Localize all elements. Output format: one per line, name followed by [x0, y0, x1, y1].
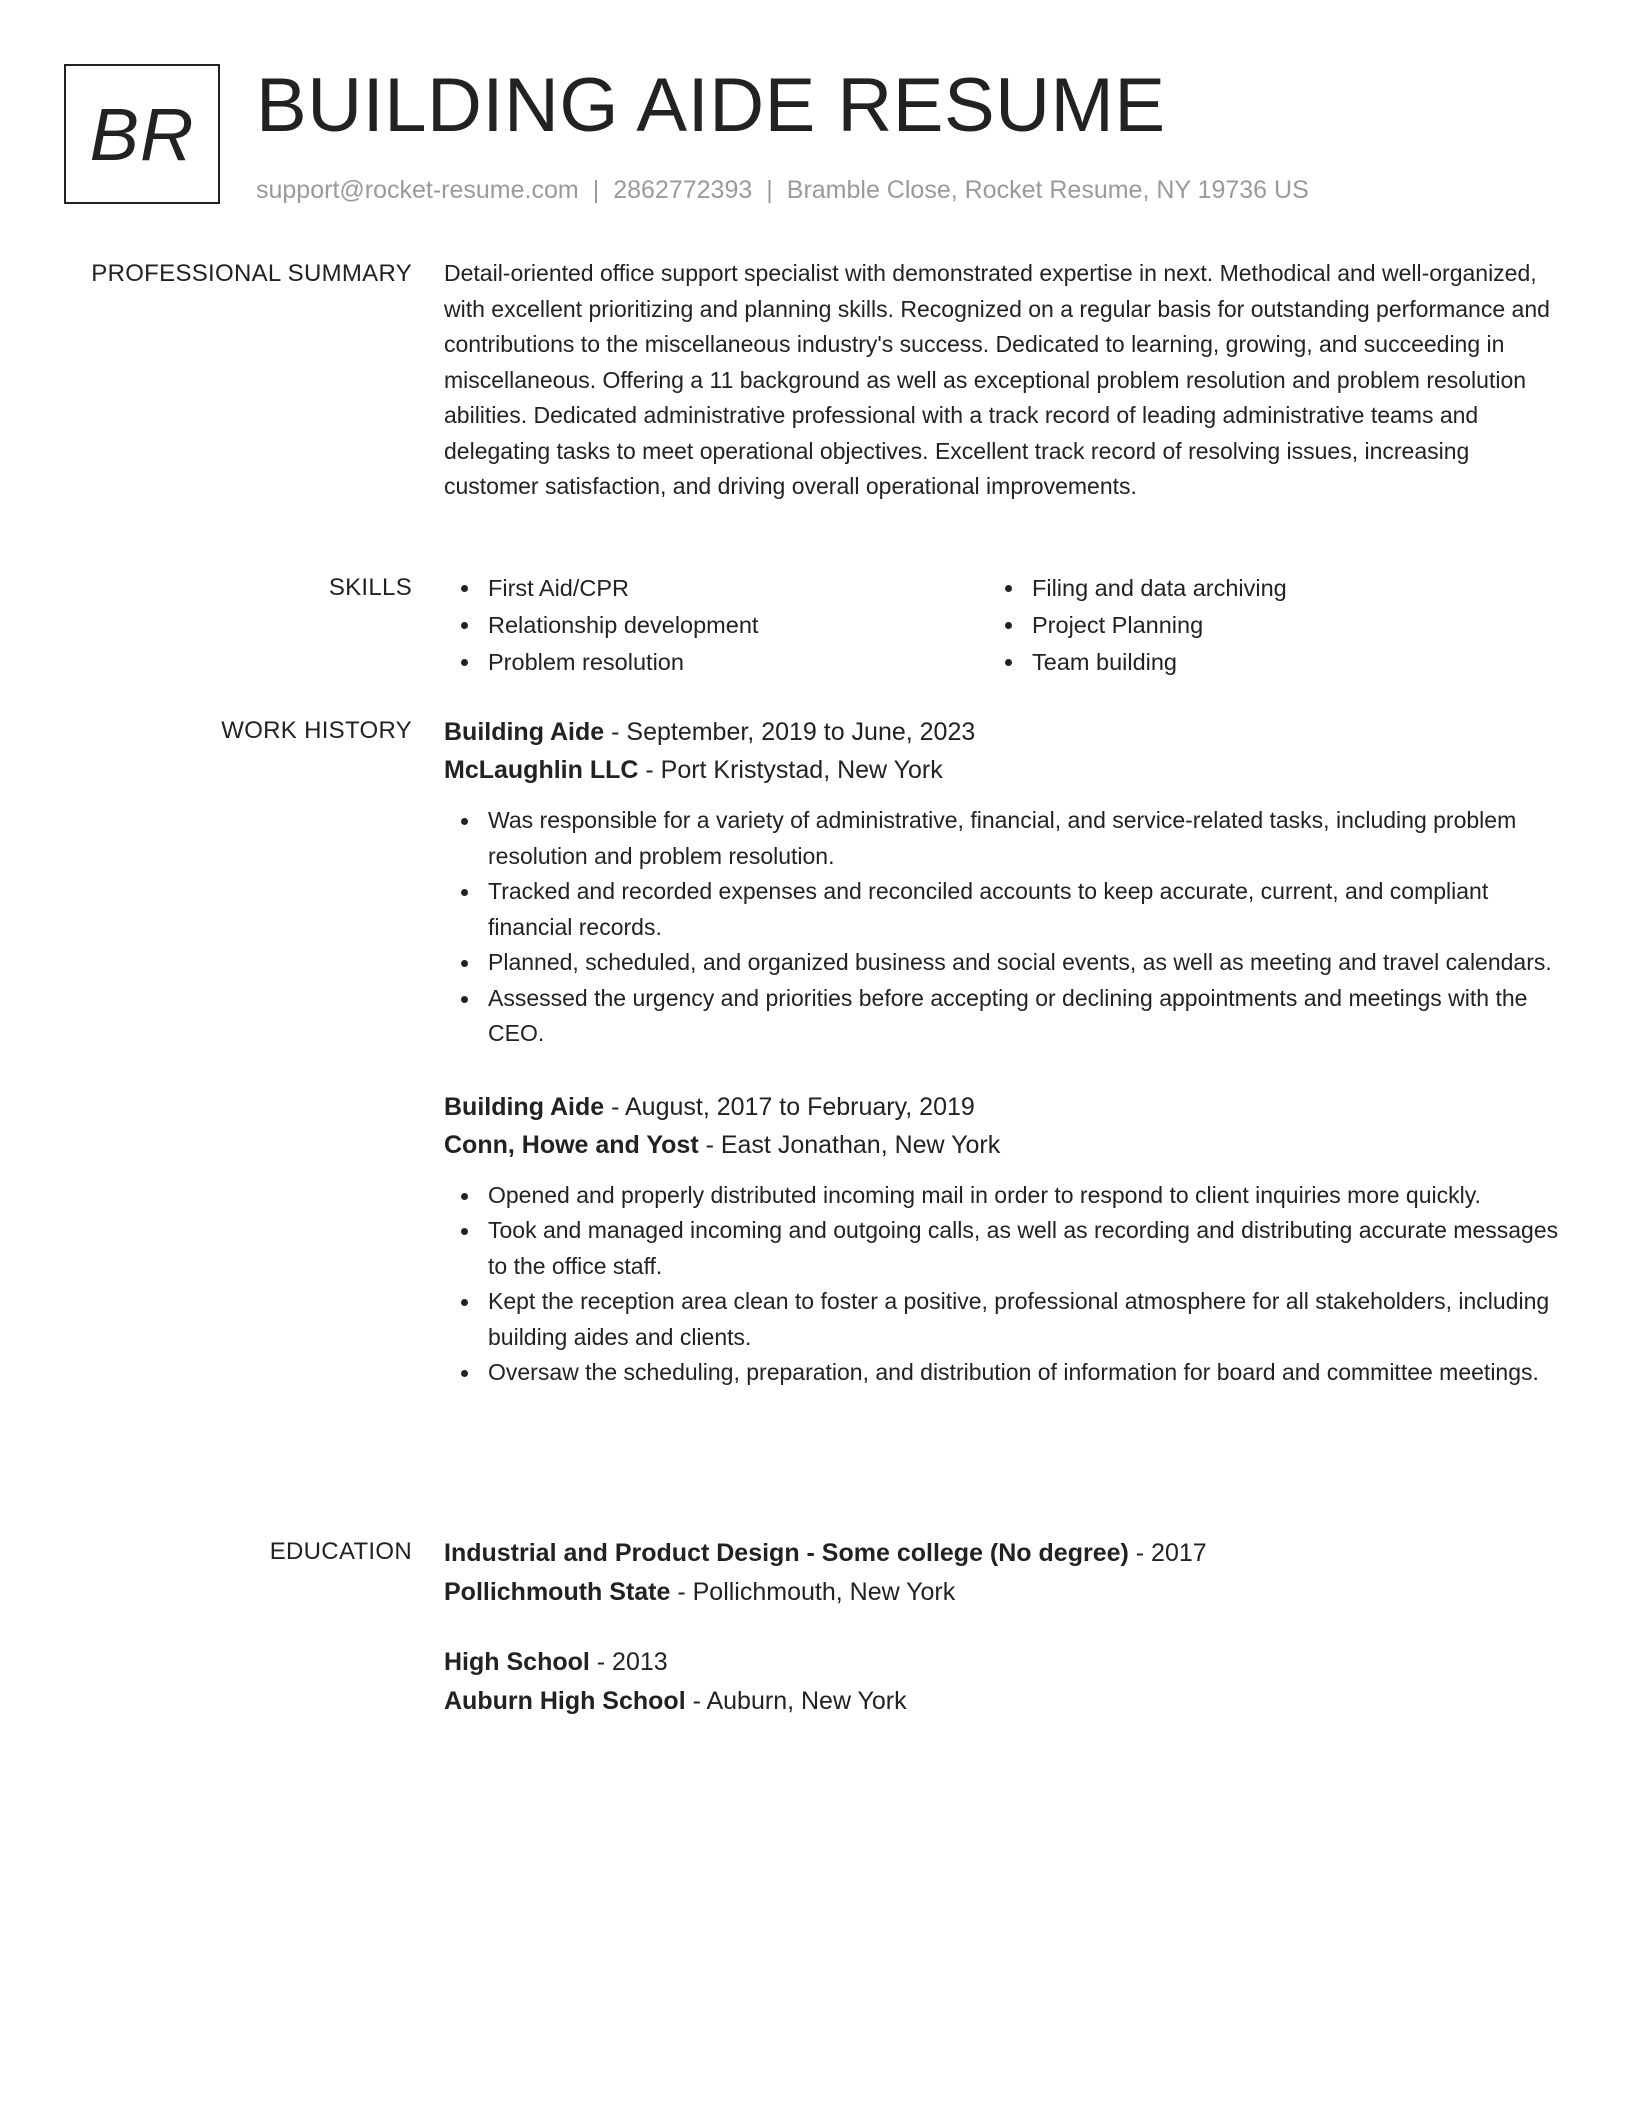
job-title: Building Aide — [444, 1092, 605, 1121]
job-title: Building Aide — [444, 718, 605, 746]
job-title-line — [444, 1088, 1560, 1126]
job-location: - Port Kristystad, New York — [638, 756, 943, 784]
education-school-line — [444, 1682, 1560, 1721]
education-location: - Pollichmouth, New York — [670, 1578, 956, 1606]
job-duty-item: Assessed the urgency and priorities before accepting or declining appointments and meetings with the CEO. — [444, 981, 1560, 1052]
work-history-label: WORK HISTORY — [221, 717, 412, 744]
education-entry — [444, 1534, 1560, 1612]
resume-title: BUILDING AIDE RESUME — [256, 63, 1166, 148]
job-entry — [444, 713, 1560, 1052]
skill-item: Problem resolution — [444, 644, 988, 680]
education-degree-line — [444, 1534, 1560, 1573]
skill-item: Project Planning — [988, 607, 1532, 643]
job-title-line — [444, 713, 1560, 751]
education-location: - Auburn, New York — [685, 1687, 907, 1715]
job-duties-list — [444, 803, 1560, 1052]
skill-item: Filing and data archiving — [988, 570, 1532, 606]
job-duty-item: Planned, scheduled, and organized business and social events, as well as meeting and travel calendars. — [444, 945, 1560, 981]
job-company: McLaughlin LLC — [444, 756, 639, 784]
contact-line — [256, 174, 1309, 207]
education-school-line — [444, 1573, 1560, 1612]
skills-label: SKILLS — [328, 574, 412, 601]
contact-email: support@rocket-resume.com — [256, 176, 579, 204]
job-company: Conn, Howe and Yost — [444, 1130, 699, 1159]
education-degree: High School — [444, 1648, 590, 1676]
education-degree: Industrial and Product Design - Some college (No degree) — [444, 1539, 1129, 1567]
contact-separator: | — [592, 176, 600, 204]
education-year: - 2013 — [589, 1648, 668, 1676]
job-dates: - September, 2019 to June, 2023 — [604, 718, 976, 746]
job-duty-item: Opened and properly distributed incoming mail in order to respond to client inquiries more quickly. — [444, 1178, 1560, 1214]
job-duties-list — [444, 1178, 1560, 1391]
education-entry — [444, 1643, 1560, 1721]
monogram-box: BR — [64, 64, 220, 204]
education-year: - 2017 — [1128, 1539, 1207, 1567]
contact-phone: 2862772393 — [613, 176, 753, 204]
education-body — [444, 1534, 1560, 1721]
skill-item: Team building — [988, 644, 1532, 680]
job-duty-item: Kept the reception area clean to foster a positive, professional atmosphere for all stakeholders, including building aides and clients. — [444, 1284, 1560, 1355]
job-duty-item: Took and managed incoming and outgoing calls, as well as recording and distributing accurate messages to the office staff. — [444, 1213, 1560, 1284]
skills-list — [444, 570, 1560, 680]
contact-address: Bramble Close, Rocket Resume, NY 19736 US — [786, 176, 1309, 204]
job-duty-item: Oversaw the scheduling, preparation, and distribution of information for board and committee meetings. — [444, 1355, 1560, 1391]
contact-separator: | — [766, 176, 773, 204]
job-entry — [444, 1088, 1560, 1391]
skill-item: First Aid/CPR — [444, 570, 988, 606]
education-degree-line — [444, 1643, 1560, 1682]
summary-label: PROFESSIONAL SUMMARY — [91, 260, 412, 287]
job-duty-item: Was responsible for a variety of administrative, financial, and service-related tasks, including problem resolution and problem resolution. — [444, 803, 1560, 874]
skills-body — [444, 570, 1560, 680]
skill-item: Relationship development — [444, 607, 988, 643]
job-duty-item: Tracked and recorded expenses and reconciled accounts to keep accurate, current, and compliant financial records. — [444, 874, 1560, 945]
job-company-line — [444, 751, 1560, 789]
education-label: EDUCATION — [269, 1538, 412, 1565]
work-history-body — [444, 713, 1560, 1391]
resume-header — [64, 64, 1568, 208]
job-location: - East Jonathan, New York — [698, 1130, 1001, 1159]
education-school: Auburn High School — [444, 1687, 686, 1715]
job-company-line — [444, 1126, 1560, 1164]
summary-text: Detail-oriented office support specialist with demonstrated expertise in next. Methodical and well-organized, with excellent prioritizing and planning skills. Recognized on a regular basis for outstanding performance and contributions to the miscellaneous industry's success. Dedicated to learning, growing, and succeeding in miscellaneous. Offering a 11 background as well as exceptional problem resolution and problem resolution abilities. Dedicated administrative professional with a track record of leading administrative teams and delegating tasks to meet operational objectives. Excellent track record of resolving issues, increasing customer satisfaction, and driving overall operational improvements. — [444, 260, 1550, 499]
education-school: Pollichmouth State — [444, 1578, 671, 1606]
job-dates: - August, 2017 to February, 2019 — [604, 1092, 975, 1121]
